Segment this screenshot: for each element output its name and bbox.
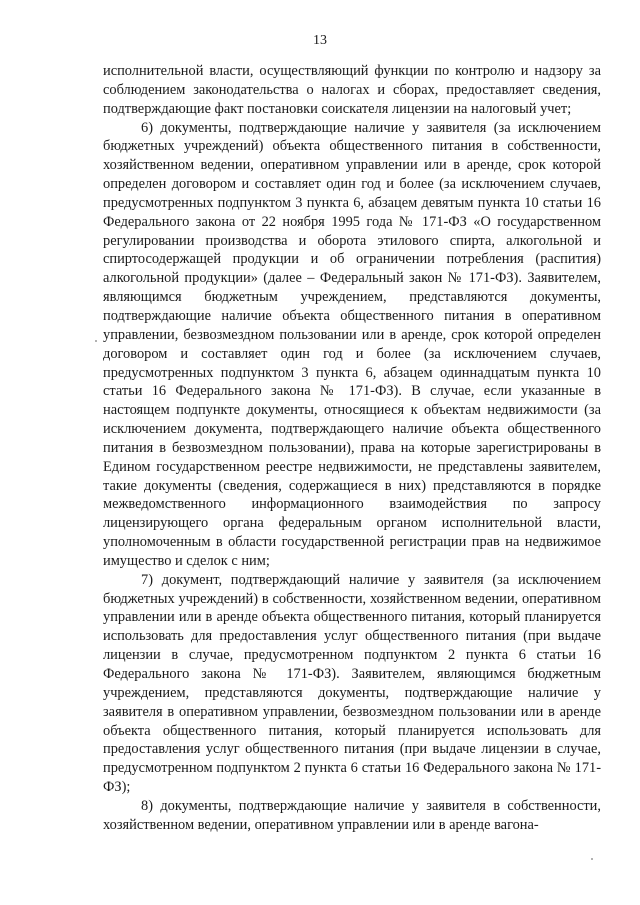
scan-speck [591, 858, 593, 860]
page-number: 13 [313, 33, 327, 48]
paragraph-continuation: исполнительной власти, осуществляющий функции по контролю и надзору за соблюдением законодательства о налогах и сборах, предоставляет сведения, подтверждающие факт постановки соискателя лицензии на налоговый учет; [103, 63, 601, 117]
scan-speck [95, 340, 97, 342]
paragraph-item-6: 6) документы, подтверждающие наличие у заявителя (за исключением бюджетных учреждений) объекта общественного питания в собственности, хозяйственном ведении, оперативном управлении или в аренде, срок которой определен договором и составляет один год и более (за исключением случаев, предусмотренных подпунктом 3 пункта 6, абзацем девятым пункта 10 статьи 16 Федерального закона от 22 ноября 1995 года № 171-ФЗ «О государственном регулировании производства и оборота этилового спирта, алкогольной и спиртосодержащей продукции и об ограничении потребления (распития) алкогольной продукции» (далее – Федеральный закон № 171-ФЗ). Заявителем, являющимся бюджетным учреждением, представляются документы, подтверждающие наличие объекта общественного питания в оперативном управлении, безвозмездном пользовании или в аренде, срок которой определен договором и составляет один год и более (за исключением случаев, предусмотренных подпунктом 3 пункта 6, абзацем одиннадцатым пункта 10 статьи 16 Федерального закона № 171-ФЗ). В случае, если указанные в настоящем подпункте документы, относящиеся к объектам недвижимости (за исключением документа, подтверждающего наличие объекта общественного питания в безвозмездном пользовании), права на которые зарегистрированы в Едином государственном реестре недвижимости, не представлены заявителем, такие документы (сведения, содержащиеся в них) представляются в порядке межведомственного информационного взаимодействия по запросу лицензирующего органа федеральным органом исполнительной власти, уполномоченным в области государственной регистрации прав на недвижимое имущество и сделок с ним; [103, 119, 601, 569]
document-body [103, 62, 601, 835]
paragraph-item-8: 8) документы, подтверждающие наличие у заявителя в собственности, хозяйственном ведении, оперативном управлении или в аренде вагона- [103, 797, 601, 833]
paragraph-item-7: 7) документ, подтверждающий наличие у заявителя (за исключением бюджетных учреждений) в собственности, хозяйственном ведении, оперативном управлении или в аренде объекта общественного питания, который планируется использовать для предоставления услуг общественного питания (при выдаче лицензии в случае, предусмотренном подпунктом 2 пункта 6 статьи 16 Федерального закона № 171-ФЗ). Заявителем, являющимся бюджетным учреждением, представляются документы, подтверждающие наличие у заявителя в оперативном управлении, безвозмездном пользовании или в аренде объекта общественного питания, который планируется использовать для предоставления услуг общественного питания (при выдаче лицензии в случае, предусмотренном подпунктом 2 пункта 6 статьи 16 Федерального закона № 171-ФЗ); [103, 571, 601, 796]
